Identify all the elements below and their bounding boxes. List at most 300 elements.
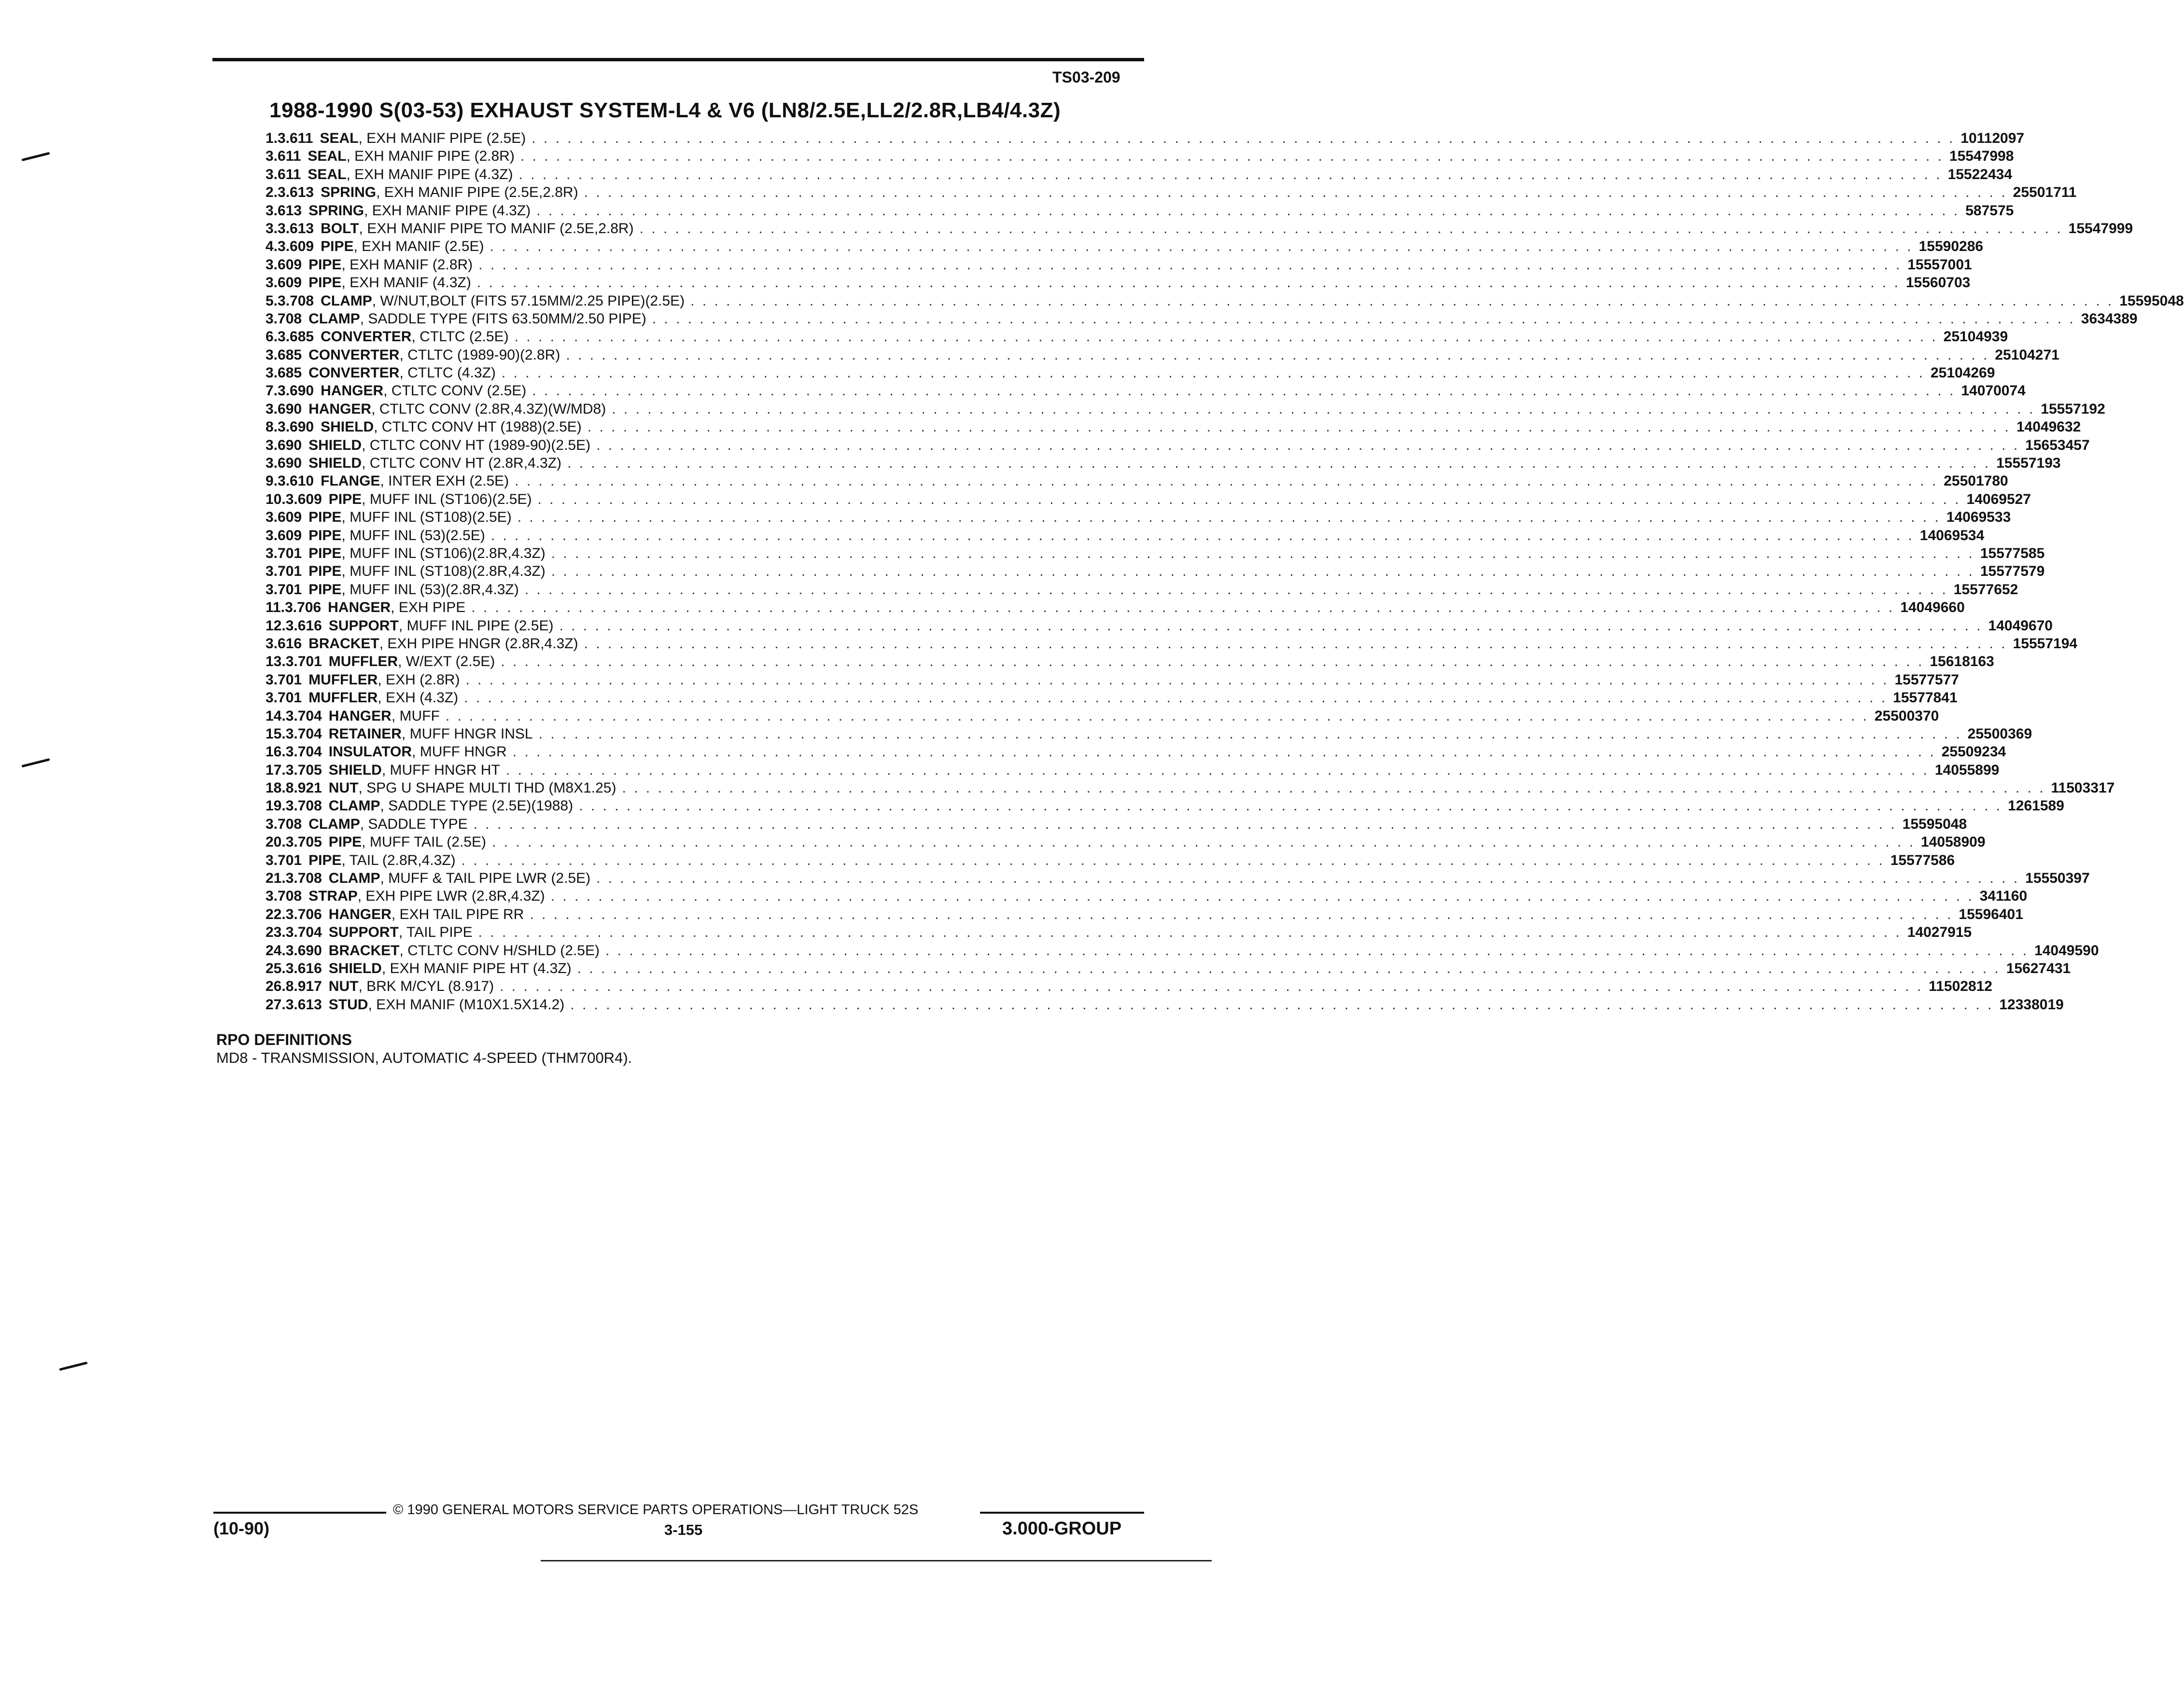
item-number: 20. xyxy=(266,834,286,850)
part-number: 15595048 xyxy=(1902,816,1967,832)
parts-row xyxy=(266,797,2064,815)
group-code: 3.705 xyxy=(285,762,322,778)
group-code: 3.704 xyxy=(285,744,322,760)
parts-row xyxy=(266,689,1958,707)
part-name: CLAMP xyxy=(321,292,372,309)
part-description xyxy=(321,237,1918,255)
part-name: SEAL xyxy=(320,130,359,146)
parts-row xyxy=(266,346,2059,364)
part-number: 11502812 xyxy=(1929,978,1992,995)
footer-page-number: 3-155 xyxy=(664,1521,703,1538)
part-detail: , EXH MANIF (2.8R) xyxy=(341,256,473,273)
part-name: MUFFLER xyxy=(328,654,398,670)
footer-copyright: © 1990 GENERAL MOTORS SERVICE PARTS OPERATIONS—LIGHT TRUCK 52S xyxy=(393,1502,919,1518)
dot-leader: . . . . . . . . . . . . . . . . . . . . . . . . . . . . . . . . . . . . . . . . . . . . . . . . . . . . . . . . . . . . . . . . . . . . . . . . . . . . . . . . . . . . . . . . . . . . . . . . . . . . . . . . . . . . . . . . . . . . . . . . xyxy=(596,870,2020,887)
dot-leader: . . . . . . . . . . . . . . . . . . . . . . . . . . . . . . . . . . . . . . . . . . . . . . . . . . . . . . . . . . . . . . . . . . . . . . . . . . . . . . . . . . . . . . . . . . . . . . . . . . . . . . . . . . . . . . . . . . . . . . . . xyxy=(584,184,2007,201)
dot-leader: . . . . . . . . . . . . . . . . . . . . . . . . . . . . . . . . . . . . . . . . . . . . . . . . . . . . . . . . . . . . . . . . . . . . . . . . . . . . . . . . . . . . . . . . . . . . . . . . . . . . . . . . . . . . . . . . . . . . . . . . xyxy=(612,401,2035,417)
part-number: 15577577 xyxy=(1894,671,1959,688)
punch-mark xyxy=(59,1362,87,1371)
group-code: 3.701 xyxy=(266,545,302,561)
part-detail: , BRK M/CYL (8.917) xyxy=(358,978,494,995)
item-number: 4. xyxy=(266,238,278,255)
footer-rule-right xyxy=(980,1512,1144,1514)
part-name: PIPE xyxy=(308,852,342,868)
group-code: 3.701 xyxy=(266,581,302,598)
part-description xyxy=(329,797,2008,815)
part-name: MUFFLER xyxy=(308,690,378,706)
part-description xyxy=(329,653,1930,670)
part-detail: , SADDLE TYPE (FITS 63.50MM/2.50 PIPE) xyxy=(360,310,646,327)
item-number: 9. xyxy=(266,473,278,489)
parts-row xyxy=(266,382,2026,400)
part-number: 15547999 xyxy=(2068,220,2133,237)
part-number: 14049670 xyxy=(1988,617,2053,634)
part-description xyxy=(329,869,2025,887)
part-number: 3634389 xyxy=(2081,310,2138,327)
group-code: 3.690 xyxy=(285,942,322,959)
dot-leader: . . . . . . . . . . . . . . . . . . . . . . . . . . . . . . . . . . . . . . . . . . . . . . . . . . . . . . . . . . . . . . . . . . . . . . . . . . . . . . . . . . . . . . . . . . . . . . . . . . . . . . . . . . . . . . . . . . . . . . . . xyxy=(532,383,1956,399)
group-code: 3.690 xyxy=(266,401,302,417)
dot-leader: . . . . . . . . . . . . . . . . . . . . . . . . . . . . . . . . . . . . . . . . . . . . . . . . . . . . . . . . . . . . . . . . . . . . . . . . . . . . . . . . . . . . . . . . . . . . . . . . . . . . . . . . . . . . . . . . . . . . . . . . xyxy=(473,816,1897,832)
dot-leader: . . . . . . . . . . . . . . . . . . . . . . . . . . . . . . . . . . . . . . . . . . . . . . . . . . . . . . . . . . . . . . . . . . . . . . . . . . . . . . . . . . . . . . . . . . . . . . . . . . . . . . . . . . . . . . . . . . . . . . . . xyxy=(559,617,1983,634)
dot-leader: . . . . . . . . . . . . . . . . . . . . . . . . . . . . . . . . . . . . . . . . . . . . . . . . . . . . . . . . . . . . . . . . . . . . . . . . . . . . . . . . . . . . . . . . . . . . . . . . . . . . . . . . . . . . . . . . . . . . . . . . xyxy=(478,256,1902,273)
rpo-heading: RPO DEFINITIONS xyxy=(216,1031,352,1048)
item-number: 11. xyxy=(266,599,285,616)
parts-row xyxy=(266,237,1984,255)
part-description xyxy=(329,707,1875,725)
footer-date: (10-90) xyxy=(213,1518,270,1538)
part-description xyxy=(308,346,1995,364)
part-number: 25500370 xyxy=(1874,708,1939,724)
part-detail: , EXH MANIF PIPE TO MANIF (2.5E,2.8R) xyxy=(359,220,634,237)
parts-row xyxy=(266,472,2008,490)
part-name: HANGER xyxy=(328,708,392,724)
part-description xyxy=(321,183,2013,201)
parts-row xyxy=(266,815,1967,833)
part-description xyxy=(321,472,1944,490)
part-detail: , MUFF INL (53)(2.5E) xyxy=(341,527,485,543)
part-number: 15522434 xyxy=(1947,166,2013,182)
parts-row xyxy=(266,617,2053,635)
part-name: INSULATOR xyxy=(328,744,412,760)
group-code: 3.611 xyxy=(266,166,301,182)
parts-row xyxy=(266,166,2013,183)
parts-row xyxy=(266,274,1971,292)
group-code: 3.690 xyxy=(266,455,302,472)
parts-row xyxy=(266,129,2025,147)
punch-mark xyxy=(21,758,50,767)
group-code: 3.609 xyxy=(266,527,302,543)
item-number: 5. xyxy=(266,292,278,309)
item-number: 1. xyxy=(266,130,278,146)
part-name: SHIELD xyxy=(308,455,362,472)
part-detail: , CTLTC CONV HT (1988)(2.5E) xyxy=(374,419,582,435)
item-number: 25. xyxy=(266,960,286,976)
part-name: CONVERTER xyxy=(308,347,400,363)
group-code: 3.609 xyxy=(266,509,302,526)
item-number: 24. xyxy=(266,942,286,959)
part-name: PIPE xyxy=(308,527,342,543)
part-number: 15590286 xyxy=(1918,238,1984,255)
part-detail: , MUFF xyxy=(391,708,440,724)
group-code: 3.708 xyxy=(278,292,314,309)
group-code: 3.616 xyxy=(266,635,302,652)
part-detail: , W/EXT (2.5E) xyxy=(398,654,495,670)
group-code: 3.609 xyxy=(285,491,322,507)
dot-leader: . . . . . . . . . . . . . . . . . . . . . . . . . . . . . . . . . . . . . . . . . . . . . . . . . . . . . . . . . . . . . . . . . . . . . . . . . . . . . . . . . . . . . . . . . . . . . . . . . . . . . . . . . . . . . . . . . . . . . . . . xyxy=(639,220,2063,237)
part-description xyxy=(308,581,1954,599)
part-detail: , EXH (2.8R) xyxy=(378,671,460,688)
item-number: 26. xyxy=(266,978,286,995)
part-description xyxy=(329,960,2006,977)
group-code: 3.685 xyxy=(266,365,302,381)
item-number: 6. xyxy=(266,329,278,345)
part-number: 15577579 xyxy=(1980,563,2045,580)
part-name: HANGER xyxy=(328,599,391,616)
part-description xyxy=(308,274,1906,292)
part-number: 14049660 xyxy=(1900,599,1965,616)
part-detail: , EXH (4.3Z) xyxy=(378,690,459,706)
part-name: STRAP xyxy=(308,888,358,905)
parts-row xyxy=(266,310,2138,328)
part-description xyxy=(329,761,1935,779)
part-number: 14058909 xyxy=(1921,834,1986,850)
parts-row xyxy=(266,923,1972,941)
part-detail: , EXH TAIL PIPE RR xyxy=(391,906,524,922)
part-detail: , EXH MANIF PIPE HT (4.3Z) xyxy=(381,960,572,976)
part-detail: , CTLTC CONV H/SHLD (2.5E) xyxy=(399,942,600,959)
part-detail: , EXH PIPE LWR (2.8R,4.3Z) xyxy=(357,888,545,905)
part-number: 15595048 xyxy=(2119,292,2184,309)
part-detail: , W/NUT,BOLT (FITS 57.15MM/2.25 PIPE)(2.5E) xyxy=(372,292,685,309)
dot-leader: . . . . . . . . . . . . . . . . . . . . . . . . . . . . . . . . . . . . . . . . . . . . . . . . . . . . . . . . . . . . . . . . . . . . . . . . . . . . . . . . . . . . . . . . . . . . . . . . . . . . . . . . . . . . . . . . . . . . . . . . xyxy=(471,599,1895,616)
dot-leader: . . . . . . . . . . . . . . . . . . . . . . . . . . . . . . . . . . . . . . . . . . . . . . . . . . . . . . . . . . . . . . . . . . . . . . . . . . . . . . . . . . . . . . . . . . . . . . . . . . . . . . . . . . . . . . . . . . . . . . . . xyxy=(532,130,1955,146)
group-code: 3.690 xyxy=(266,437,302,453)
group-code: 3.616 xyxy=(285,617,322,634)
part-description xyxy=(329,923,1907,941)
parts-row xyxy=(266,490,2031,508)
parts-row xyxy=(266,977,1992,995)
part-number: 14069527 xyxy=(1966,491,2031,507)
group-code: 3.701 xyxy=(285,654,322,670)
part-number: 12338019 xyxy=(1999,996,2064,1013)
group-code: 3.705 xyxy=(285,834,322,850)
group-code: 3.708 xyxy=(285,870,322,887)
part-name: PIPE xyxy=(328,491,362,507)
dot-leader: . . . . . . . . . . . . . . . . . . . . . . . . . . . . . . . . . . . . . . . . . . . . . . . . . . . . . . . . . . . . . . . . . . . . . . . . . . . . . . . . . . . . . . . . . . . . . . . . . . . . . . . . . . . . . . . . . . . . . . . . xyxy=(461,852,1885,868)
parts-row xyxy=(266,707,1939,725)
dot-leader: . . . . . . . . . . . . . . . . . . . . . . . . . . . . . . . . . . . . . . . . . . . . . . . . . . . . . . . . . . . . . . . . . . . . . . . . . . . . . . . . . . . . . . . . . . . . . . . . . . . . . . . . . . . . . . . . . . . . . . . . xyxy=(579,798,2002,814)
part-name: BRACKET xyxy=(308,635,379,652)
dot-leader: . . . . . . . . . . . . . . . . . . . . . . . . . . . . . . . . . . . . . . . . . . . . . . . . . . . . . . . . . . . . . . . . . . . . . . . . . . . . . . . . . . . . . . . . . . . . . . . . . . . . . . . . . . . . . . . . . . . . . . . . xyxy=(567,455,1991,472)
parts-row xyxy=(266,256,1972,274)
dot-leader: . . . . . . . . . . . . . . . . . . . . . . . . . . . . . . . . . . . . . . . . . . . . . . . . . . . . . . . . . . . . . . . . . . . . . . . . . . . . . . . . . . . . . . . . . . . . . . . . . . . . . . . . . . . . . . . . . . . . . . . . xyxy=(550,888,1974,905)
part-description xyxy=(329,725,1968,743)
part-name: SUPPORT xyxy=(328,617,399,634)
part-detail: , TAIL (2.8R,4.3Z) xyxy=(341,852,456,868)
part-number: 15577586 xyxy=(1890,852,1955,868)
dot-leader: . . . . . . . . . . . . . . . . . . . . . . . . . . . . . . . . . . . . . . . . . . . . . . . . . . . . . . . . . . . . . . . . . . . . . . . . . . . . . . . . . . . . . . . . . . . . . . . . . . . . . . . . . . . . . . . . . . . . . . . . xyxy=(501,654,1924,670)
group-code: 3.609 xyxy=(278,238,314,255)
part-number: 25104269 xyxy=(1930,365,1995,381)
group-code: 3.685 xyxy=(266,347,302,363)
group-code: 3.708 xyxy=(285,798,322,814)
part-name: SHIELD xyxy=(328,762,382,778)
dot-leader: . . . . . . . . . . . . . . . . . . . . . . . . . . . . . . . . . . . . . . . . . . . . . . . . . . . . . . . . . . . . . . . . . . . . . . . . . . . . . . . . . . . . . . . . . . . . . . . . . . . . . . . . . . . . . . . . . . . . . . . . xyxy=(490,238,1913,255)
dot-leader: . . . . . . . . . . . . . . . . . . . . . . . . . . . . . . . . . . . . . . . . . . . . . . . . . . . . . . . . . . . . . . . . . . . . . . . . . . . . . . . . . . . . . . . . . . . . . . . . . . . . . . . . . . . . . . . . . . . . . . . . xyxy=(538,725,1962,742)
parts-row xyxy=(266,364,1995,382)
part-name: SEAL xyxy=(308,166,347,182)
group-code: 3.690 xyxy=(278,383,314,399)
parts-row xyxy=(266,328,2008,346)
part-number: 15550397 xyxy=(2025,870,2090,887)
part-name: SPRING xyxy=(321,184,377,201)
group-code: 3.613 xyxy=(285,996,322,1013)
part-description xyxy=(308,400,2041,418)
part-detail: , MUFF INL (ST106)(2.5E) xyxy=(362,491,532,507)
part-detail: , CTLTC CONV HT (2.8R,4.3Z) xyxy=(362,455,562,472)
item-number: 7. xyxy=(266,383,278,399)
part-detail: , CTLTC CONV (2.5E) xyxy=(383,383,527,399)
group-code: 3.704 xyxy=(285,708,322,724)
group-code: 3.685 xyxy=(278,329,314,345)
part-detail: , CTLTC CONV HT (1989-90)(2.5E) xyxy=(362,437,591,453)
item-number: 12. xyxy=(266,617,286,634)
parts-row xyxy=(266,942,2099,960)
parts-row xyxy=(266,220,2133,237)
part-detail: , SADDLE TYPE (2.5E)(1988) xyxy=(380,798,574,814)
parts-row xyxy=(266,508,2011,526)
parts-row xyxy=(266,527,1985,544)
item-number: 19. xyxy=(266,798,286,814)
item-number: 27. xyxy=(266,996,286,1013)
footer-rule-left xyxy=(213,1512,386,1514)
part-detail: , EXH MANIF PIPE (2.5E,2.8R) xyxy=(376,184,578,201)
part-name: PIPE xyxy=(308,275,342,291)
parts-row xyxy=(266,960,2071,977)
part-detail: , SADDLE TYPE xyxy=(360,816,468,832)
parts-list xyxy=(266,129,2184,1014)
dot-leader: . . . . . . . . . . . . . . . . . . . . . . . . . . . . . . . . . . . . . . . . . . . . . . . . . . . . . . . . . . . . . . . . . . . . . . . . . . . . . . . . . . . . . . . . . . . . . . . . . . . . . . . . . . . . . . . . . . . . . . . . xyxy=(536,202,1960,219)
part-description xyxy=(308,147,1949,165)
punch-mark xyxy=(21,152,50,161)
part-detail: , EXH MANIF PIPE (2.8R) xyxy=(346,148,515,165)
parts-row xyxy=(266,147,2014,165)
parts-row xyxy=(266,761,2000,779)
item-number: 3. xyxy=(266,220,278,237)
parts-row xyxy=(266,779,2115,797)
part-number: 14069533 xyxy=(1946,509,2011,526)
dot-leader: . . . . . . . . . . . . . . . . . . . . . . . . . . . . . . . . . . . . . . . . . . . . . . . . . . . . . . . . . . . . . . . . . . . . . . . . . . . . . . . . . . . . . . . . . . . . . . . . . . . . . . . . . . . . . . . . . . . . . . . . xyxy=(476,275,1900,291)
part-description xyxy=(321,418,2016,436)
part-name: RETAINER xyxy=(328,725,402,742)
footer-group: 3.000-GROUP xyxy=(1002,1518,1122,1539)
part-number: 15547998 xyxy=(1949,148,2014,165)
part-description xyxy=(308,436,2025,454)
part-description xyxy=(321,292,2119,310)
dot-leader: . . . . . . . . . . . . . . . . . . . . . . . . . . . . . . . . . . . . . . . . . . . . . . . . . . . . . . . . . . . . . . . . . . . . . . . . . . . . . . . . . . . . . . . . . . . . . . . . . . . . . . . . . . . . . . . . . . . . . . . . xyxy=(622,780,2045,796)
group-code: 3.708 xyxy=(266,310,302,327)
part-description xyxy=(308,256,1907,274)
part-description xyxy=(308,364,1931,382)
group-code: 3.609 xyxy=(266,256,302,273)
part-detail: , CTLTC (2.5E) xyxy=(411,329,509,345)
part-number: 15627431 xyxy=(2006,960,2071,976)
part-detail: , EXH MANIF (M10X1.5X14.2) xyxy=(368,996,565,1013)
part-name: BRACKET xyxy=(328,942,400,959)
group-code: 3.708 xyxy=(266,816,302,832)
item-number: 14. xyxy=(266,708,286,724)
parts-row xyxy=(266,599,1965,616)
part-detail: , EXH PIPE xyxy=(391,599,466,616)
parts-row xyxy=(266,544,2045,562)
part-number: 15557001 xyxy=(1907,256,1972,273)
part-detail: , MUFF INL (ST108)(2.5E) xyxy=(341,509,512,526)
part-description xyxy=(329,996,2000,1014)
parts-row xyxy=(266,202,2014,220)
group-code: 3.611 xyxy=(278,130,313,146)
group-code: 3.704 xyxy=(285,924,322,941)
dot-leader: . . . . . . . . . . . . . . . . . . . . . . . . . . . . . . . . . . . . . . . . . . . . . . . . . . . . . . . . . . . . . . . . . . . . . . . . . . . . . . . . . . . . . . . . . . . . . . . . . . . . . . . . . . . . . . . . . . . . . . . . xyxy=(464,690,1888,706)
part-name: CLAMP xyxy=(308,816,360,832)
part-number: 10112097 xyxy=(1960,130,2025,146)
dot-leader: . . . . . . . . . . . . . . . . . . . . . . . . . . . . . . . . . . . . . . . . . . . . . . . . . . . . . . . . . . . . . . . . . . . . . . . . . . . . . . . . . . . . . . . . . . . . . . . . . . . . . . . . . . . . . . . . . . . . . . . . xyxy=(596,437,2020,453)
parts-row xyxy=(266,436,2090,454)
part-name: PIPE xyxy=(308,563,342,580)
part-number: 25509234 xyxy=(1941,744,2006,760)
parts-row xyxy=(266,400,2105,418)
part-number: 25104939 xyxy=(1943,329,2008,345)
part-description xyxy=(308,689,1893,707)
part-number: 15577585 xyxy=(1980,545,2045,561)
group-code: 3.613 xyxy=(266,202,302,219)
parts-row xyxy=(266,292,2184,310)
part-detail: , MUFF & TAIL PIPE LWR (2.5E) xyxy=(380,870,591,887)
item-number: 13. xyxy=(266,654,286,670)
dot-leader: . . . . . . . . . . . . . . . . . . . . . . . . . . . . . . . . . . . . . . . . . . . . . . . . . . . . . . . . . . . . . . . . . . . . . . . . . . . . . . . . . . . . . . . . . . . . . . . . . . . . . . . . . . . . . . . . . . . . . . . . xyxy=(514,329,1938,345)
part-detail: , MUFF INL PIPE (2.5E) xyxy=(398,617,554,634)
top-rule xyxy=(212,58,1144,61)
dot-leader: . . . . . . . . . . . . . . . . . . . . . . . . . . . . . . . . . . . . . . . . . . . . . . . . . . . . . . . . . . . . . . . . . . . . . . . . . . . . . . . . . . . . . . . . . . . . . . . . . . . . . . . . . . . . . . . . . . . . . . . . xyxy=(490,527,1914,543)
part-number: 15577841 xyxy=(1893,690,1958,706)
part-name: CLAMP xyxy=(328,798,380,814)
dot-leader: . . . . . . . . . . . . . . . . . . . . . . . . . . . . . . . . . . . . . . . . . . . . . . . . . . . . . . . . . . . . . . . . . . . . . . . . . . . . . . . . . . . . . . . . . . . . . . . . . . . . . . . . . . . . . . . . . . . . . . . . xyxy=(501,365,1925,381)
part-name: NUT xyxy=(328,780,359,796)
part-description xyxy=(329,617,1988,635)
part-description xyxy=(308,544,1980,562)
part-number: 15557193 xyxy=(1996,455,2061,472)
part-name: HANGER xyxy=(321,383,384,399)
part-number: 25104271 xyxy=(1995,347,2059,363)
part-name: HANGER xyxy=(308,401,372,417)
item-number: 8. xyxy=(266,419,278,435)
part-name: PIPE xyxy=(308,509,342,526)
dot-leader: . . . . . . . . . . . . . . . . . . . . . . . . . . . . . . . . . . . . . . . . . . . . . . . . . . . . . . . . . . . . . . . . . . . . . . . . . . . . . . . . . . . . . . . . . . . . . . . . . . . . . . . . . . . . . . . . . . . . . . . . xyxy=(570,996,1994,1013)
part-detail: , CTLTC (1989-90)(2.8R) xyxy=(399,347,560,363)
part-detail: , MUFF INL (ST106)(2.8R,4.3Z) xyxy=(341,545,546,561)
part-description xyxy=(321,382,1961,400)
part-number: 15557194 xyxy=(2013,635,2078,652)
page-title: 1988-1990 S(03-53) EXHAUST SYSTEM-L4 & V6 (LN8/2.5E,LL2/2.8R,LB4/4.3Z) xyxy=(269,98,1061,122)
part-description xyxy=(308,851,1890,869)
part-number: 14070074 xyxy=(1961,383,2026,399)
part-number: 15596401 xyxy=(1959,906,2023,922)
part-description xyxy=(329,905,1959,923)
part-description xyxy=(308,508,1946,526)
part-number: 15557192 xyxy=(2041,401,2105,417)
part-description xyxy=(308,202,1965,220)
parts-row xyxy=(266,905,2023,923)
parts-row xyxy=(266,887,2028,905)
part-name: SHIELD xyxy=(321,419,374,435)
group-code: 3.708 xyxy=(266,888,302,905)
parts-row xyxy=(266,869,2090,887)
item-number: 15. xyxy=(266,725,286,742)
part-description xyxy=(329,833,1921,851)
part-detail: , MUFF HNGR xyxy=(412,744,507,760)
dot-leader: . . . . . . . . . . . . . . . . . . . . . . . . . . . . . . . . . . . . . . . . . . . . . . . . . . . . . . . . . . . . . . . . . . . . . . . . . . . . . . . . . . . . . . . . . . . . . . . . . . . . . . . . . . . . . . . . . . . . . . . . xyxy=(465,671,1889,688)
part-description xyxy=(308,671,1894,689)
part-number: 15560703 xyxy=(1905,275,1971,291)
part-number: 15577652 xyxy=(1953,581,2018,598)
group-code: 3.701 xyxy=(266,852,302,868)
part-number: 14069534 xyxy=(1919,527,1985,543)
dot-leader: . . . . . . . . . . . . . . . . . . . . . . . . . . . . . . . . . . . . . . . . . . . . . . . . . . . . . . . . . . . . . . . . . . . . . . . . . . . . . . . . . . . . . . . . . . . . . . . . . . . . . . . . . . . . . . . . . . . . . . . . xyxy=(577,960,2001,976)
part-name: SHIELD xyxy=(308,437,362,453)
part-number: 14049590 xyxy=(2034,942,2099,959)
part-detail: , MUFF INL (ST108)(2.8R,4.3Z) xyxy=(341,563,546,580)
dot-leader: . . . . . . . . . . . . . . . . . . . . . . . . . . . . . . . . . . . . . . . . . . . . . . . . . . . . . . . . . . . . . . . . . . . . . . . . . . . . . . . . . . . . . . . . . . . . . . . . . . . . . . . . . . . . . . . . . . . . . . . . xyxy=(690,292,2114,309)
part-number: 25500369 xyxy=(1967,725,2032,742)
part-detail: , EXH MANIF PIPE (4.3Z) xyxy=(346,166,513,182)
part-name: SPRING xyxy=(308,202,364,219)
parts-row xyxy=(266,743,2006,761)
group-code: 3.616 xyxy=(285,960,322,976)
part-detail: , CTLTC CONV (2.8R,4.3Z)(W/MD8) xyxy=(371,401,606,417)
part-name: CONVERTER xyxy=(308,365,400,381)
group-code: 3.701 xyxy=(266,671,302,688)
part-detail: , MUFF HNGR INSL xyxy=(401,725,533,742)
group-code: 3.690 xyxy=(278,419,314,435)
dot-leader: . . . . . . . . . . . . . . . . . . . . . . . . . . . . . . . . . . . . . . . . . . . . . . . . . . . . . . . . . . . . . . . . . . . . . . . . . . . . . . . . . . . . . . . . . . . . . . . . . . . . . . . . . . . . . . . . . . . . . . . . xyxy=(500,978,1923,995)
parts-row xyxy=(266,581,2018,599)
parts-row xyxy=(266,833,1986,851)
parts-row xyxy=(266,635,2078,653)
group-code: 3.610 xyxy=(278,473,314,489)
parts-row xyxy=(266,671,1959,689)
part-name: SUPPORT xyxy=(328,924,399,941)
part-name: CONVERTER xyxy=(321,329,412,345)
part-description xyxy=(329,942,2034,960)
parts-row xyxy=(266,183,2077,201)
dot-leader: . . . . . . . . . . . . . . . . . . . . . . . . . . . . . . . . . . . . . . . . . . . . . . . . . . . . . . . . . . . . . . . . . . . . . . . . . . . . . . . . . . . . . . . . . . . . . . . . . . . . . . . . . . . . . . . . . . . . . . . . xyxy=(587,419,2011,435)
dot-leader: . . . . . . . . . . . . . . . . . . . . . . . . . . . . . . . . . . . . . . . . . . . . . . . . . . . . . . . . . . . . . . . . . . . . . . . . . . . . . . . . . . . . . . . . . . . . . . . . . . . . . . . . . . . . . . . . . . . . . . . . xyxy=(566,347,1989,363)
part-number: 587575 xyxy=(1965,202,2014,219)
part-detail: , INTER EXH (2.5E) xyxy=(380,473,509,489)
dot-leader: . . . . . . . . . . . . . . . . . . . . . . . . . . . . . . . . . . . . . . . . . . . . . . . . . . . . . . . . . . . . . . . . . . . . . . . . . . . . . . . . . . . . . . . . . . . . . . . . . . . . . . . . . . . . . . . . . . . . . . . . xyxy=(524,581,1948,598)
dot-leader: . . . . . . . . . . . . . . . . . . . . . . . . . . . . . . . . . . . . . . . . . . . . . . . . . . . . . . . . . . . . . . . . . . . . . . . . . . . . . . . . . . . . . . . . . . . . . . . . . . . . . . . . . . . . . . . . . . . . . . . . xyxy=(515,473,1938,489)
part-name: PIPE xyxy=(308,581,342,598)
part-description xyxy=(321,328,1944,346)
part-description xyxy=(308,454,1996,472)
part-description xyxy=(329,977,1929,995)
dot-leader: . . . . . . . . . . . . . . . . . . . . . . . . . . . . . . . . . . . . . . . . . . . . . . . . . . . . . . . . . . . . . . . . . . . . . . . . . . . . . . . . . . . . . . . . . . . . . . . . . . . . . . . . . . . . . . . . . . . . . . . . xyxy=(530,906,1953,922)
parts-row xyxy=(266,454,2061,472)
group-code: 3.609 xyxy=(266,275,302,291)
group-code: 3.706 xyxy=(285,599,322,616)
item-number: 22. xyxy=(266,906,286,922)
group-code: 8.917 xyxy=(285,978,322,995)
